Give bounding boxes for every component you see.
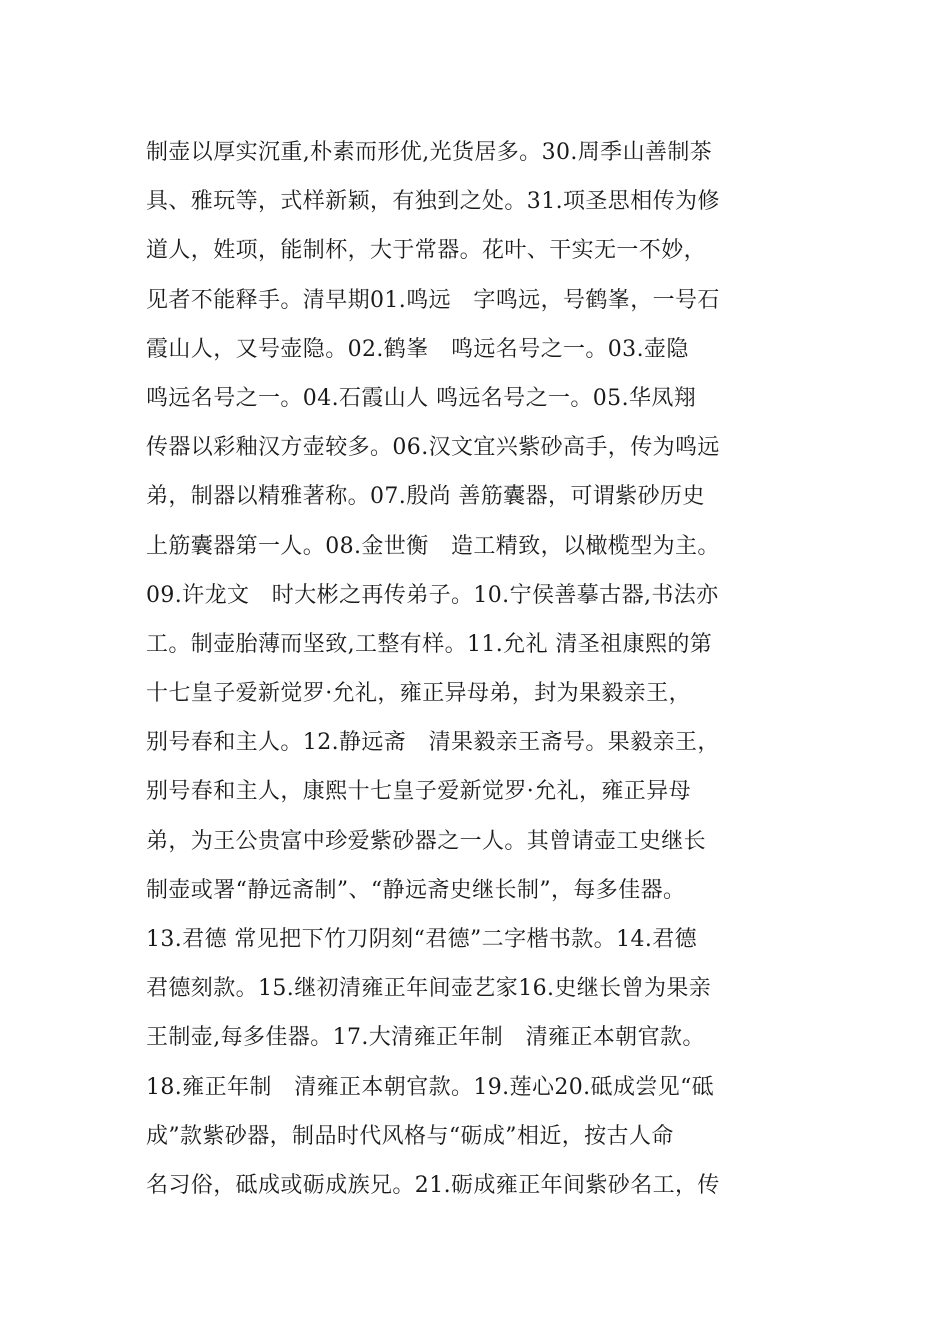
text-line: 王制壶,每多佳器。17.大清雍正年制 清雍正本朝官款。: [146, 1025, 705, 1051]
text-line: 鸣远名号之一。04.石霞山人 鸣远名号之一。05.华凤翔: [146, 385, 697, 411]
text-line: 具、雅玩等，式样新颖，有独到之处。31.项圣思相传为修: [146, 189, 720, 215]
text-line: 13.君德 常见把下竹刀阴刻“君德”二字楷书款。14.君德: [146, 927, 698, 952]
text-line: 霞山人，又号壶隐。02.鹤峯 鸣远名号之一。03.壶隐: [146, 336, 689, 362]
body-text: [146, 128, 806, 1210]
text-line: 传器以彩釉汉方壶较多。06.汉文宜兴紫砂高手，传为鸣远: [146, 435, 720, 461]
text-line: 十七皇子爱新觉罗·允礼，雍正异母弟，封为果毅亲王，: [146, 681, 691, 707]
text-line: 弟，制器以精雅著称。07.殷尚 善筋囊器，可谓紫砂历史: [146, 484, 705, 510]
text-line: 名习俗，砥成或砺成族兄。21.砺成雍正年间紫砂名工，传: [146, 1172, 720, 1198]
text-line: 君德刻款。15.继初清雍正年间壶艺家16.史继长曾为果亲: [146, 976, 712, 1002]
text-line: 上筋囊器第一人。08.金世衡 造工精致，以橄榄型为主。: [146, 533, 720, 559]
text-line: 09.许龙文 时大彬之再传弟子。10.宁侯善摹古器,书法亦: [146, 582, 719, 608]
text-line: 工。制壶胎薄而坚致,工整有样。11.允礼 清圣祖康熙的第: [146, 631, 713, 657]
text-line: 18.雍正年制 清雍正本朝官款。19.莲心20.砥成尝见“砥: [146, 1074, 715, 1100]
text-line: 别号春和主人，康熙十七皇子爱新觉罗·允礼，雍正异母: [146, 779, 691, 805]
text-line: 道人，姓项，能制杯，大于常器。花叶、干实无一不妙，: [146, 238, 707, 264]
text-line: 见者不能释手。清早期01.鸣远 字鸣远，号鹤峯，一号石: [146, 287, 720, 313]
text-line: 成”款紫砂器，制品时代风格与“砺成”相近，按古人命: [146, 1123, 674, 1149]
text-line: 制壶以厚实沉重,朴素而形优,光货居多。30.周季山善制茶: [146, 140, 713, 165]
text-line: 弟，为王公贵富中珍爱紫砂器之一人。其曾请壶工史继长: [146, 828, 707, 854]
text-line: 别号春和主人。12.静远斋 清果毅亲王斋号。果毅亲王，: [146, 730, 720, 756]
text-line: 制壶或署“静远斋制”、“静远斋史继长制”，每多佳器。: [146, 877, 686, 903]
